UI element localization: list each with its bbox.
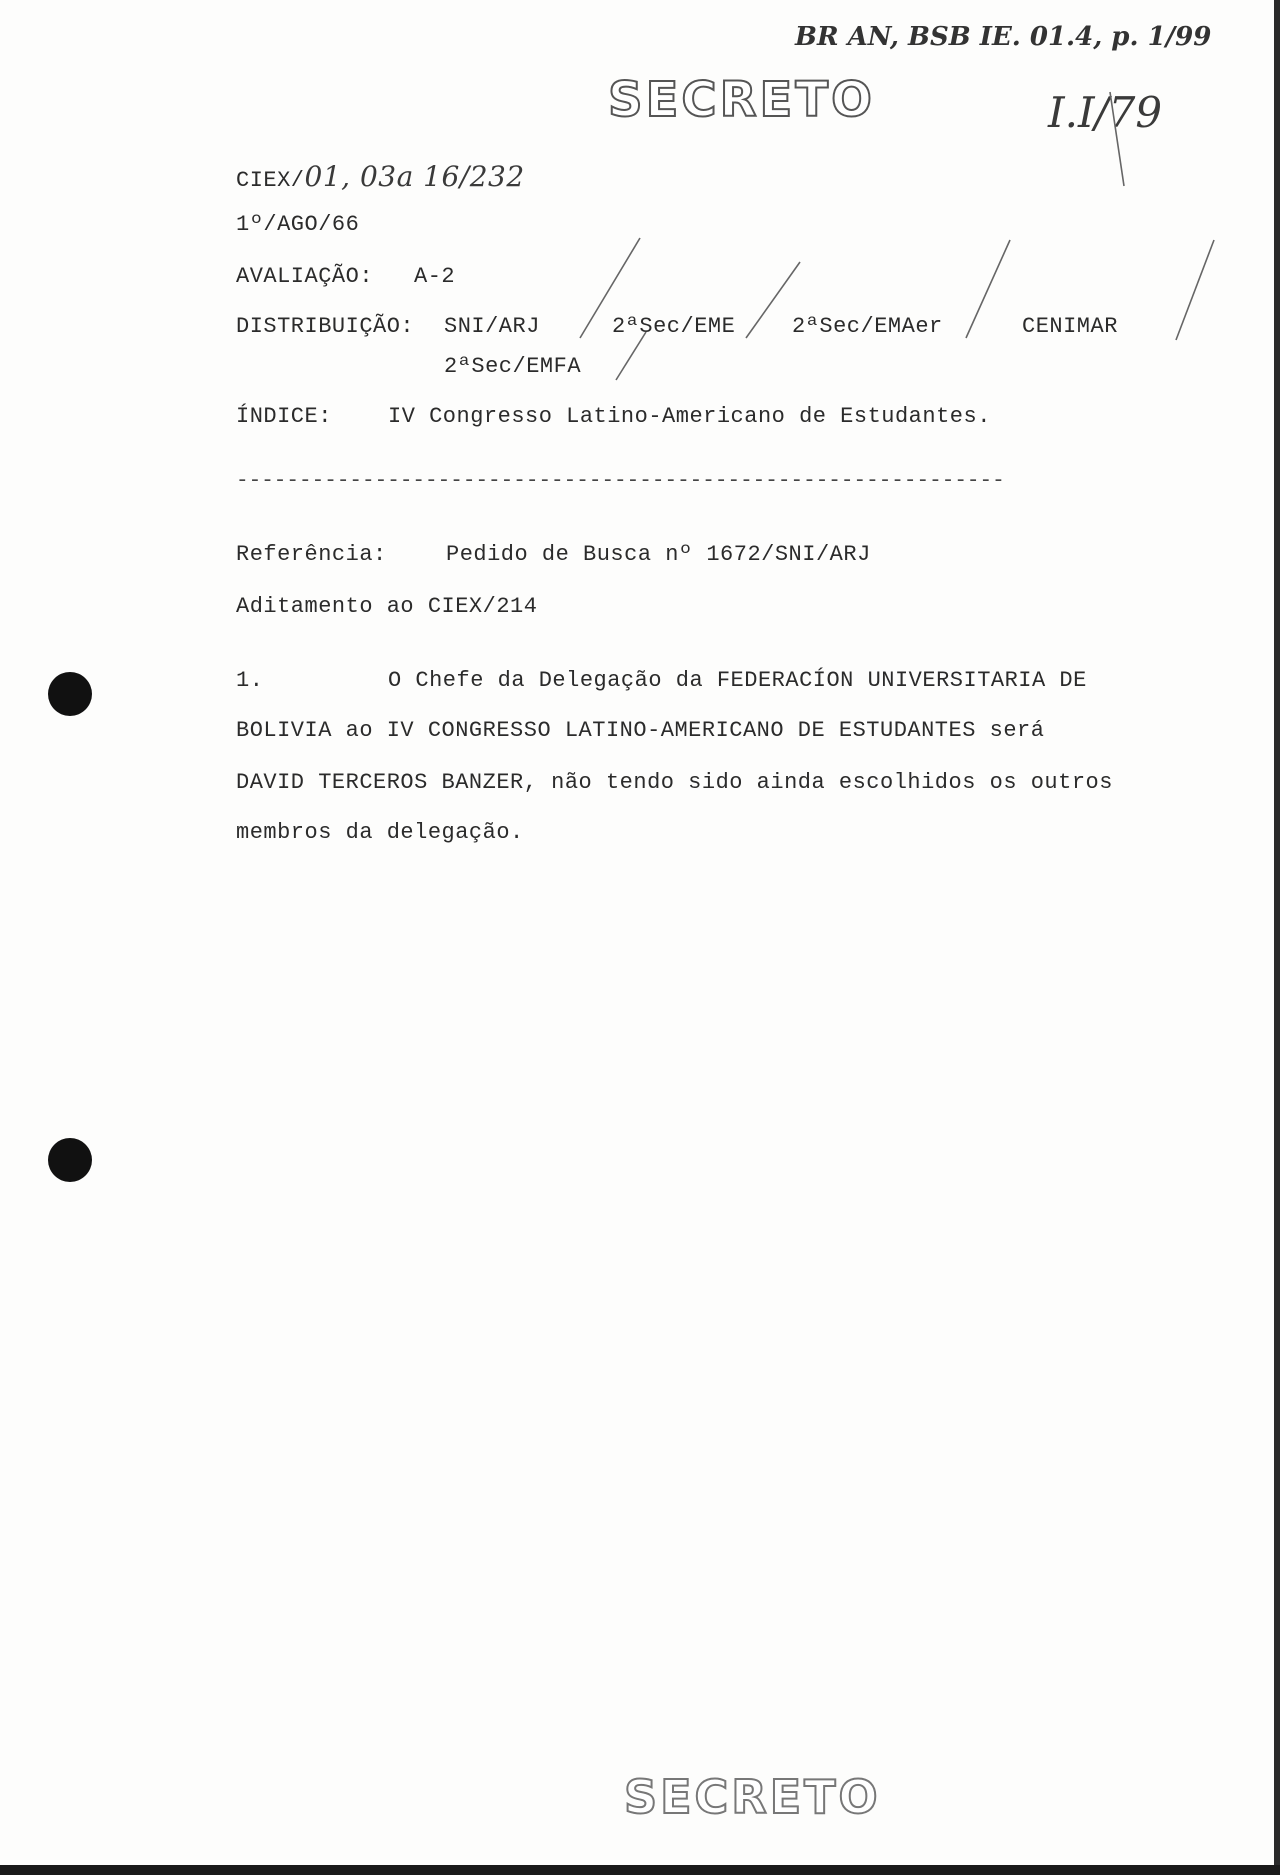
distribuicao-label: DISTRIBUIÇÃO: — [236, 314, 415, 339]
avaliacao-value: A-2 — [414, 264, 456, 289]
scan-edge-bottom — [0, 1865, 1280, 1875]
indice-label: ÍNDICE: — [236, 404, 332, 429]
punch-hole-bottom — [48, 1138, 92, 1182]
document-date: 1º/AGO/66 — [236, 212, 360, 237]
distribuicao-item-sni: SNI/ARJ — [444, 314, 540, 339]
body-line-4: membros da delegação. — [236, 820, 524, 845]
secreto-stamp-bottom: SECRETO — [624, 1770, 881, 1824]
body-line-1: O Chefe da Delegação da FEDERACÍON UNIVERSITARIA DE — [388, 668, 1087, 693]
aditamento-line: Aditamento ao CIEX/214 — [236, 594, 538, 619]
secreto-stamp-top: SECRETO — [608, 72, 875, 128]
ciex-prefix: CIEX/ — [236, 168, 305, 193]
handwritten-code: I.I/79 — [1048, 88, 1163, 137]
distribuicao-item-emaer: 2ªSec/EMAer — [792, 314, 943, 339]
referencia-label: Referência: — [236, 542, 387, 567]
ciex-line — [236, 160, 525, 193]
avaliacao-label: AVALIAÇÃO: — [236, 264, 374, 289]
distribuicao-item-emfa: 2ªSec/EMFA — [444, 354, 582, 379]
archive-reference: BR AN, BSB IE. 01.4, p. 1/99 — [795, 22, 1212, 52]
distribuicao-item-cenimar: CENIMAR — [1022, 314, 1118, 339]
separator-line: ------------------------------------------------------------- — [236, 470, 1005, 493]
indice-value: IV Congresso Latino-Americano de Estudantes. — [388, 404, 991, 429]
paragraph-number: 1. — [236, 668, 264, 693]
distribuicao-item-eme: 2ªSec/EME — [612, 314, 736, 339]
referencia-value: Pedido de Busca nº 1672/SNI/ARJ — [446, 542, 871, 567]
ciex-handwritten: 01, 03a 16/232 — [304, 160, 525, 193]
punch-hole-top — [48, 672, 92, 716]
body-line-2: BOLIVIA ao IV CONGRESSO LATINO-AMERICANO DE ESTUDANTES será — [236, 718, 1045, 743]
scan-edge-right — [1274, 0, 1280, 1875]
body-line-3: DAVID TERCEROS BANZER, não tendo sido ainda escolhidos os outros — [236, 770, 1113, 795]
